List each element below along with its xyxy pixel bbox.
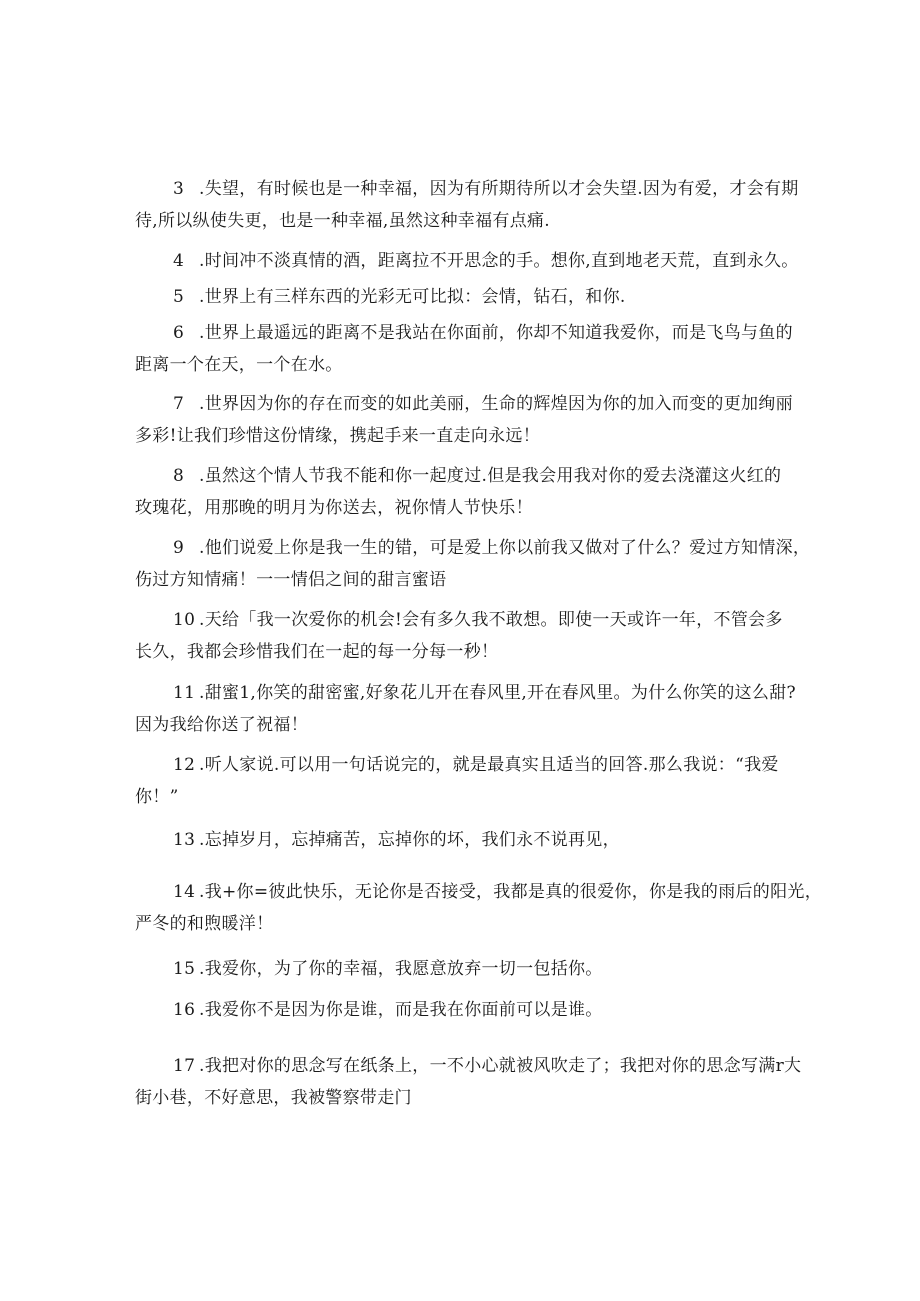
item-text-continued: 伤过方知情痛！一一情侣之间的甜言蜜语 — [135, 570, 447, 590]
item-text-continued: 你！” — [135, 787, 179, 807]
item-text-continued: 长久，我都会珍惜我们在一起的每一分每一秒！ — [135, 642, 499, 662]
item-number: 5 — [173, 287, 185, 307]
item-text: .我把对你的思念写在纸条上，一不小心就被风吹走了；我把对你的思念写满r大 — [199, 1056, 802, 1076]
item-number: 3 — [173, 179, 185, 199]
list-item — [135, 824, 785, 856]
list-item — [135, 317, 793, 381]
item-number: 4 — [173, 251, 185, 271]
item-number: 15 — [173, 959, 196, 979]
list-item — [135, 173, 799, 237]
item-text: .世界上有三样东西的光彩无可比拟：会情，钻石，和你. — [199, 287, 626, 307]
item-text-continued: 严冬的和煦暖洋！ — [135, 914, 274, 934]
item-text: .甜蜜1,你笑的甜密蜜,好象花儿开在春风里,开在春风里。为什么你笑的这么甜? — [199, 683, 796, 703]
item-text-continued: 距离一个在天，一个在水。 — [135, 355, 343, 375]
list-item — [135, 677, 796, 741]
item-text: .世界上最遥远的距离不是我站在你面前，你却不知道我爱你，而是飞鸟与鱼的 — [199, 323, 793, 343]
item-text: .我+你=彼此快乐，无论你是否接受，我都是真的很爱你，你是我的雨后的阳光， — [199, 882, 822, 902]
list-item — [135, 460, 785, 524]
item-text: .天给「我一次爱你的机会!会有多久我不敢想。即使一天或许一年，不管会多 — [199, 610, 783, 630]
list-item — [135, 1050, 802, 1114]
list-item — [135, 604, 785, 668]
item-text: .听人家说.可以用一句话说完的，就是最真实且适当的回答.那么我说：“我爱 — [199, 755, 779, 775]
item-number: 13 — [173, 830, 196, 850]
item-text: .忘掉岁月，忘掉痛苦，忘掉你的坏，我们永不说再见， — [199, 830, 620, 850]
item-number: 14 — [173, 882, 196, 902]
item-number: 16 — [173, 1000, 196, 1020]
item-number: 6 — [173, 323, 185, 343]
item-text: .世界因为你的存在而变的如此美丽，生命的辉煌因为你的加入而变的更加绚丽 — [199, 394, 793, 414]
item-number: 7 — [173, 394, 185, 414]
list-item — [135, 281, 785, 313]
list-item — [135, 388, 793, 452]
item-text: .虽然这个情人节我不能和你一起度过.但是我会用我对你的爱去浇灌这火红的 — [199, 466, 782, 486]
list-item — [135, 953, 785, 985]
list-item — [135, 245, 799, 277]
item-text-continued: 因为我给你送了祝福！ — [135, 715, 308, 735]
item-text-continued: 多彩!让我们珍惜这份情缘，携起手来一直走向永远！ — [135, 426, 541, 446]
list-item — [135, 749, 785, 813]
item-text-continued: 待,所以纵使失更，也是一种幸福,虽然这种幸福有点痛. — [135, 211, 551, 231]
list-item — [135, 994, 785, 1026]
item-text-continued: 街小巷，不好意思，我被警察带走门 — [135, 1088, 412, 1108]
item-text: .我爱你不是因为你是谁，而是我在你面前可以是谁。 — [199, 1000, 603, 1020]
item-number: 12 — [173, 755, 196, 775]
item-text: .他们说爱上你是我一生的错，可是爱上你以前我又做对了什么？爱过方知情深， — [199, 538, 811, 558]
item-number: 11 — [173, 683, 196, 703]
list-item — [135, 532, 811, 596]
item-text: .时间冲不淡真情的酒，距离拉不开思念的手。想你,直到地老天荒，直到永久。 — [199, 251, 799, 271]
item-number: 8 — [173, 466, 185, 486]
item-number: 9 — [173, 538, 185, 558]
item-text: .失望，有时候也是一种幸福，因为有所期待所以才会失望.因为有爱，才会有期 — [199, 179, 799, 199]
item-text: .我爱你，为了你的幸福，我愿意放弃一切一包括你。 — [199, 959, 603, 979]
item-number: 17 — [173, 1056, 196, 1076]
item-number: 10 — [173, 610, 196, 630]
item-text-continued: 玫瑰花，用那晚的明月为你送去，祝你情人节快乐！ — [135, 498, 533, 518]
list-item — [135, 876, 822, 940]
